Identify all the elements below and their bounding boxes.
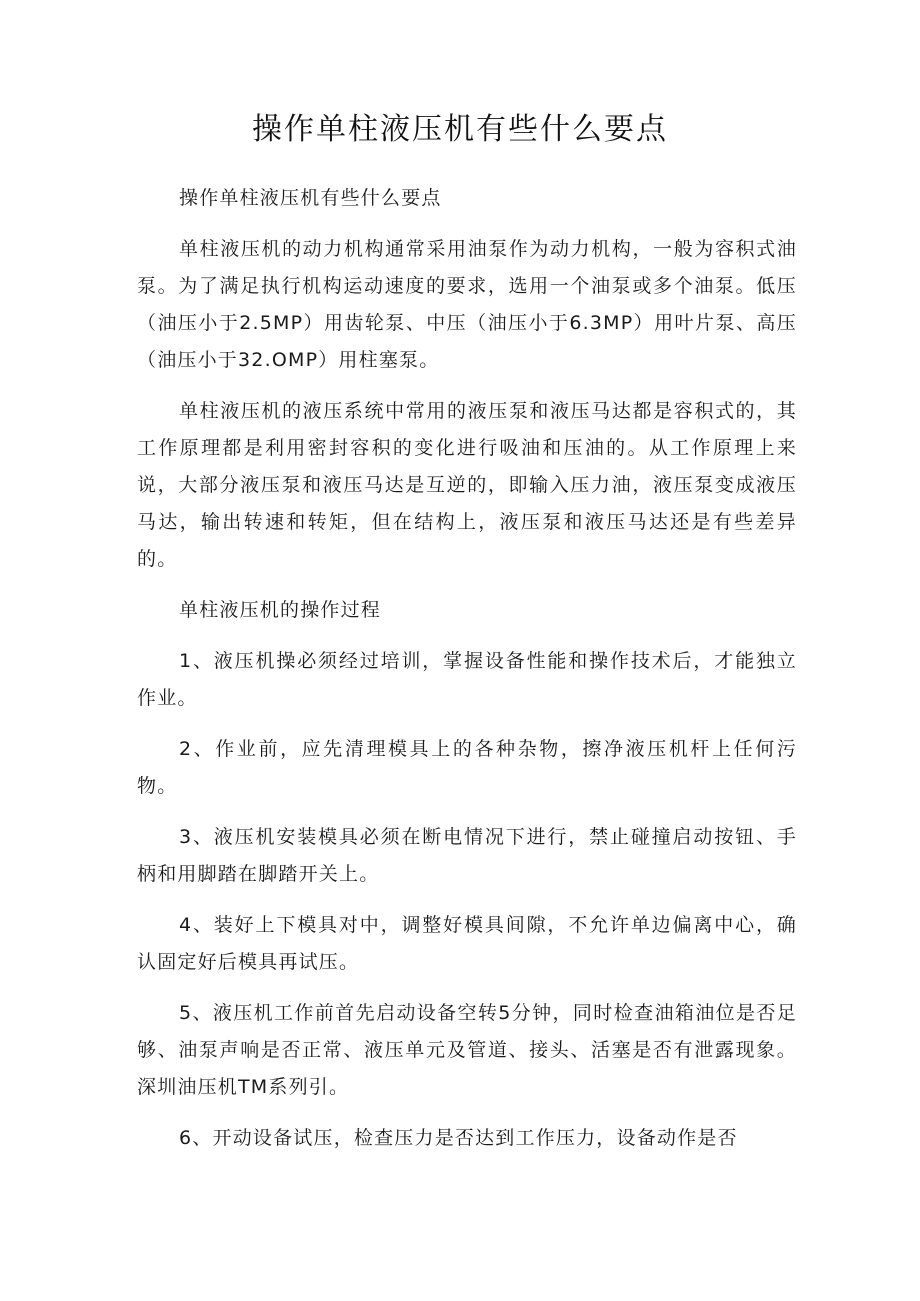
- procedure-step-6: 6、开动设备试压，检查压力是否达到工作压力，设备动作是否: [179, 1127, 738, 1149]
- procedure-step-3: 3、液压机安装模具必须在断电情况下进行，禁止碰撞启动按钮、手柄和用脚踏在脚踏开关上。: [137, 826, 797, 885]
- procedure-step-4: 4、装好上下模具对中，调整好模具间隙，不允许单边偏离中心，确认固定好后模具再试压。: [137, 914, 797, 973]
- procedure-step-5: 5、液压机工作前首先启动设备空转5分钟，同时检查油箱油位是否足够、油泵声响是否正常、液压单元及管道、接头、活塞是否有泄露现象。深圳油压机TM系列引。: [137, 1002, 797, 1098]
- section-heading-procedure: 单柱液压机的操作过程: [179, 599, 382, 621]
- procedure-step-2: 2、作业前，应先清理模具上的各种杂物，擦净液压机杆上任何污物。: [137, 738, 797, 797]
- procedure-step-1: 1、液压机操必须经过培训，掌握设备性能和操作技术后，才能独立作业。: [137, 650, 797, 709]
- document-body: [137, 180, 797, 1171]
- document-title: 操作单柱液压机有些什么要点: [252, 112, 668, 147]
- paragraph-power-mechanism: 单柱液压机的动力机构通常采用油泵作为动力机构，一般为容积式油泵。为了满足执行机构运动速度的要求，选用一个油泵或多个油泵。低压（油压小于2.5MP）用齿轮泵、中压（油压小于6.3MP）用叶片泵、高压（油压小于32.OMP）用柱塞泵。: [137, 238, 797, 371]
- paragraph-hydraulic-system: 单柱液压机的液压系统中常用的液压泵和液压马达都是容积式的，其工作原理都是利用密封容积的变化进行吸油和压油的。从工作原理上来说，大部分液压泵和液压马达是互逆的，即输入压力油，液压泵变成液压马达，输出转速和转矩，但在结构上，液压泵和液压马达还是有些差异的。: [137, 400, 797, 570]
- section-heading-intro: 操作单柱液压机有些什么要点: [179, 187, 442, 209]
